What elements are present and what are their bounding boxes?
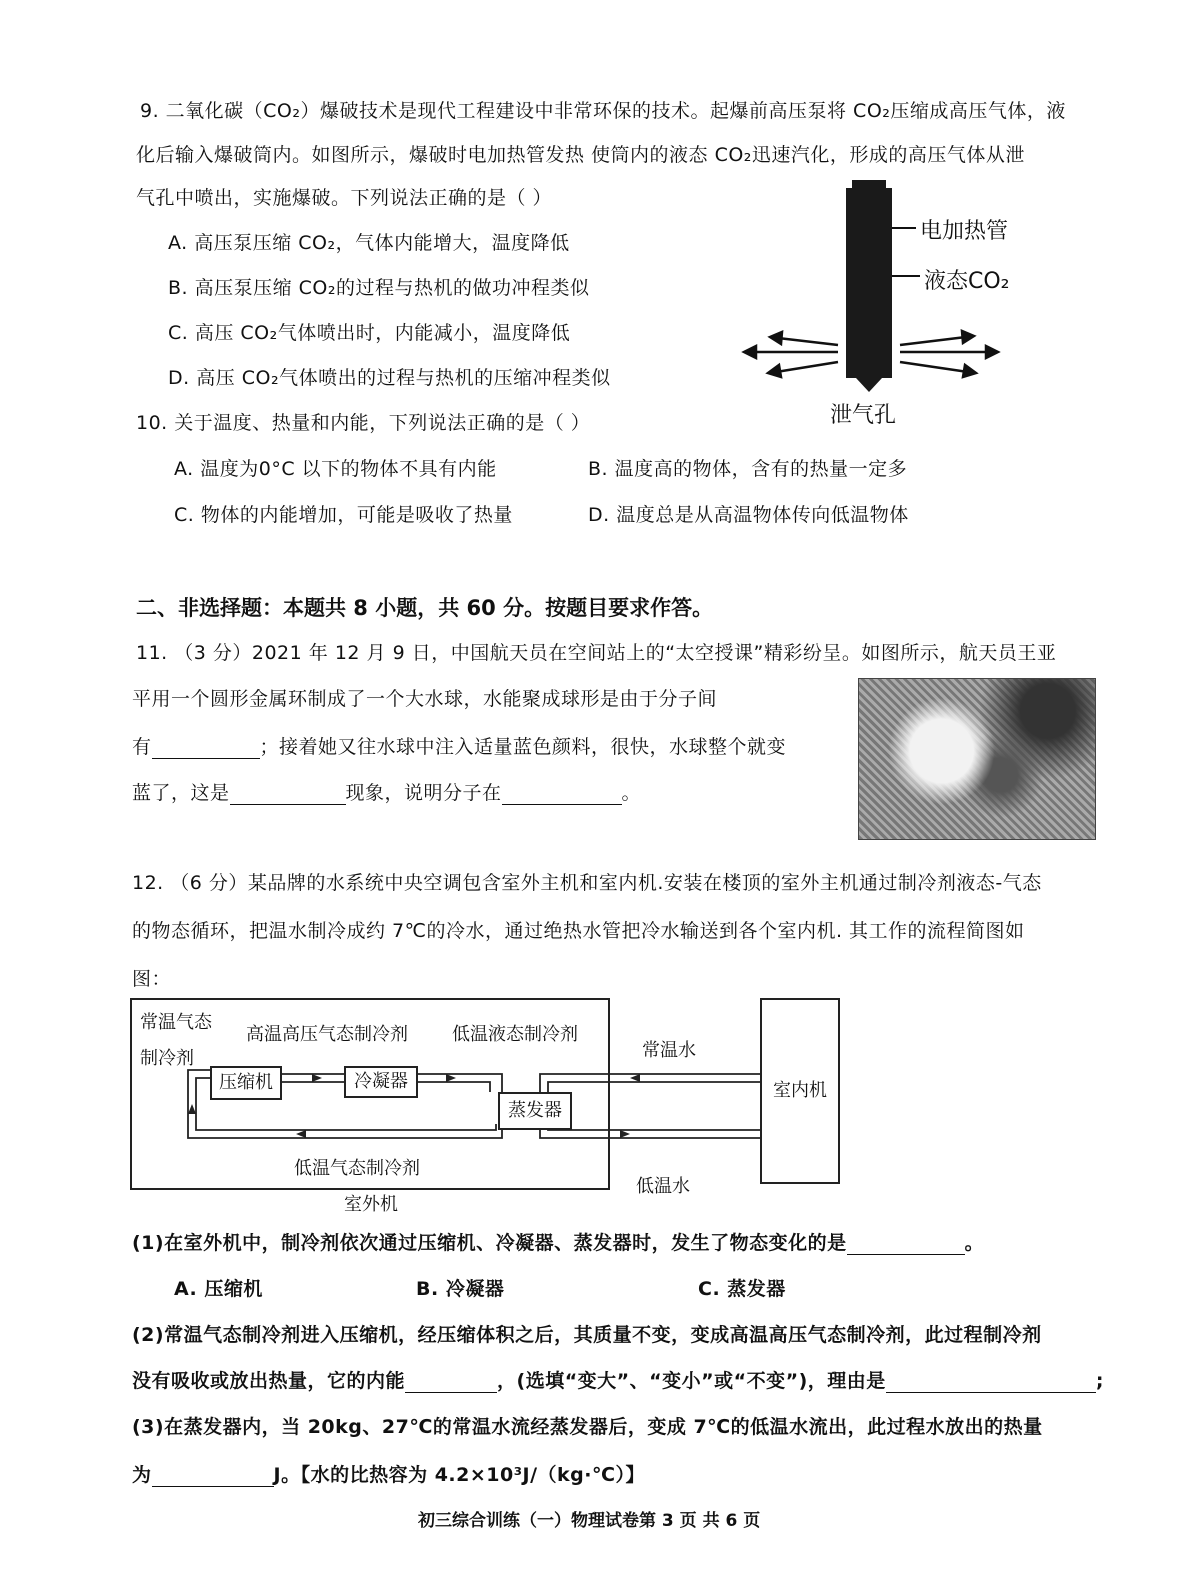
q12-part2-line2: 没有吸收或放出热量，它的内能 ，(选填“变大”、“变小”或“不变”)，理由是 ; [132, 1370, 1104, 1392]
label-low-liquid: 低温液态制冷剂 [452, 1024, 578, 1045]
q10-option-a: A. 温度为0°C 以下的物体不具有内能 [174, 458, 497, 480]
q9-line2: 化后输入爆破筒内。如图所示，爆破时电加热管发热 使筒内的液态 CO₂迅速汽化，形成的高压气体从泄 [136, 144, 1025, 166]
q12-line3: 图： [132, 968, 172, 990]
label-normal-water: 常温水 [642, 1040, 696, 1061]
evaporator-box: 蒸发器 [498, 1092, 572, 1130]
q9-line1: 9. 二氧化碳（CO₂）爆破技术是现代工程建设中非常环保的技术。起爆前高压泵将 CO₂压缩成高压气体，液 [140, 100, 1066, 122]
q12-part1-option-b: B. 冷凝器 [416, 1278, 505, 1300]
q12-line1: 12. （6 分）某品牌的水系统中央空调包含室外主机和室内机.安装在楼顶的室外主机通过制冷剂液态-气态 [132, 872, 1042, 894]
label-liquid-co2: 液态CO₂ [924, 269, 1010, 294]
q12-part2-line1: (2)常温气态制冷剂进入压缩机，经压缩体积之后，其质量不变，变成高温高压气态制冷剂，此过程制冷剂 [132, 1324, 1042, 1346]
q12-part1-option-a: A. 压缩机 [174, 1278, 263, 1300]
answer-blank[interactable] [152, 738, 260, 759]
q9-option-d: D. 高压 CO₂气体喷出的过程与热机的压缩冲程类似 [168, 367, 611, 389]
answer-blank[interactable] [502, 784, 622, 805]
label-hot-gas: 高温高压气态制冷剂 [246, 1024, 408, 1045]
answer-blank[interactable] [886, 1372, 1096, 1393]
q9-option-c: C. 高压 CO₂气体喷出时，内能减小，温度降低 [168, 322, 571, 344]
space-class-photo [858, 678, 1096, 840]
q10-stem: 10. 关于温度、热量和内能，下列说法正确的是（ ） [136, 412, 591, 434]
label-heater: 电加热管 [920, 219, 1009, 244]
q11-line4: 蓝了，这是 现象，说明分子在 。 [132, 782, 642, 804]
blast-tube [846, 188, 892, 378]
label-vent: 泄气孔 [830, 403, 897, 428]
label-normal-gas: 常温气态 [140, 1012, 212, 1033]
condenser-box: 冷凝器 [344, 1066, 418, 1098]
answer-blank[interactable] [847, 1234, 965, 1255]
answer-blank[interactable] [230, 784, 346, 805]
compressor-box: 压缩机 [210, 1066, 282, 1100]
q10-option-b: B. 温度高的物体，含有的热量一定多 [588, 458, 908, 480]
label-low-water: 低温水 [636, 1176, 690, 1197]
q9-option-a: A. 高压泵压缩 CO₂，气体内能增大，温度降低 [168, 232, 570, 254]
q9-option-b: B. 高压泵压缩 CO₂的过程与热机的做功冲程类似 [168, 277, 590, 299]
label-low-gas: 低温气态制冷剂 [294, 1158, 420, 1179]
indoor-unit-box: 室内机 [760, 998, 840, 1184]
answer-blank[interactable] [152, 1466, 274, 1487]
q12-part3-line1: (3)在蒸发器内，当 20kg、27℃的常温水流经蒸发器后，变成 7℃的低温水流出，此过程水放出的热量 [132, 1416, 1043, 1438]
q11-line3: 有 ；接着她又往水球中注入适量蓝色颜料，很快，水球整个就变 [132, 736, 787, 758]
page-footer: 初三综合训练（一）物理试卷第 3 页 共 6 页 [418, 1511, 761, 1531]
q11-line2: 平用一个圆形金属环制成了一个大水球，水能聚成球形是由于分子间 [132, 688, 718, 710]
q10-option-c: C. 物体的内能增加，可能是吸收了热量 [174, 504, 513, 526]
q12-part3-line2: 为 J。【水的比热容为 4.2×10³J/（kg·℃）】 [132, 1464, 646, 1486]
q10-option-d: D. 温度总是从高温物体传向低温物体 [588, 504, 909, 526]
q9-line3: 气孔中喷出，实施爆破。下列说法正确的是（ ） [136, 187, 553, 209]
answer-blank[interactable] [405, 1372, 497, 1393]
q12-part1-option-c: C. 蒸发器 [698, 1278, 786, 1300]
label-outdoor-unit: 室外机 [344, 1194, 398, 1215]
q12-part1: (1)在室外机中，制冷剂依次通过压缩机、冷凝器、蒸发器时，发生了物态变化的是 。 [132, 1232, 985, 1254]
q12-line2: 的物态循环，把温水制冷成约 7℃的冷水，通过绝热水管把冷水输送到各个室内机. 其工作的流程简图如 [132, 920, 1025, 942]
label-refrigerant: 制冷剂 [140, 1048, 194, 1069]
q11-line1: 11. （3 分）2021 年 12 月 9 日，中国航天员在空间站上的“太空授课”精彩纷呈。如图所示，航天员王亚 [136, 642, 1057, 664]
section-heading: 二、非选择题：本题共 8 小题，共 60 分。按题目要求作答。 [136, 596, 714, 620]
